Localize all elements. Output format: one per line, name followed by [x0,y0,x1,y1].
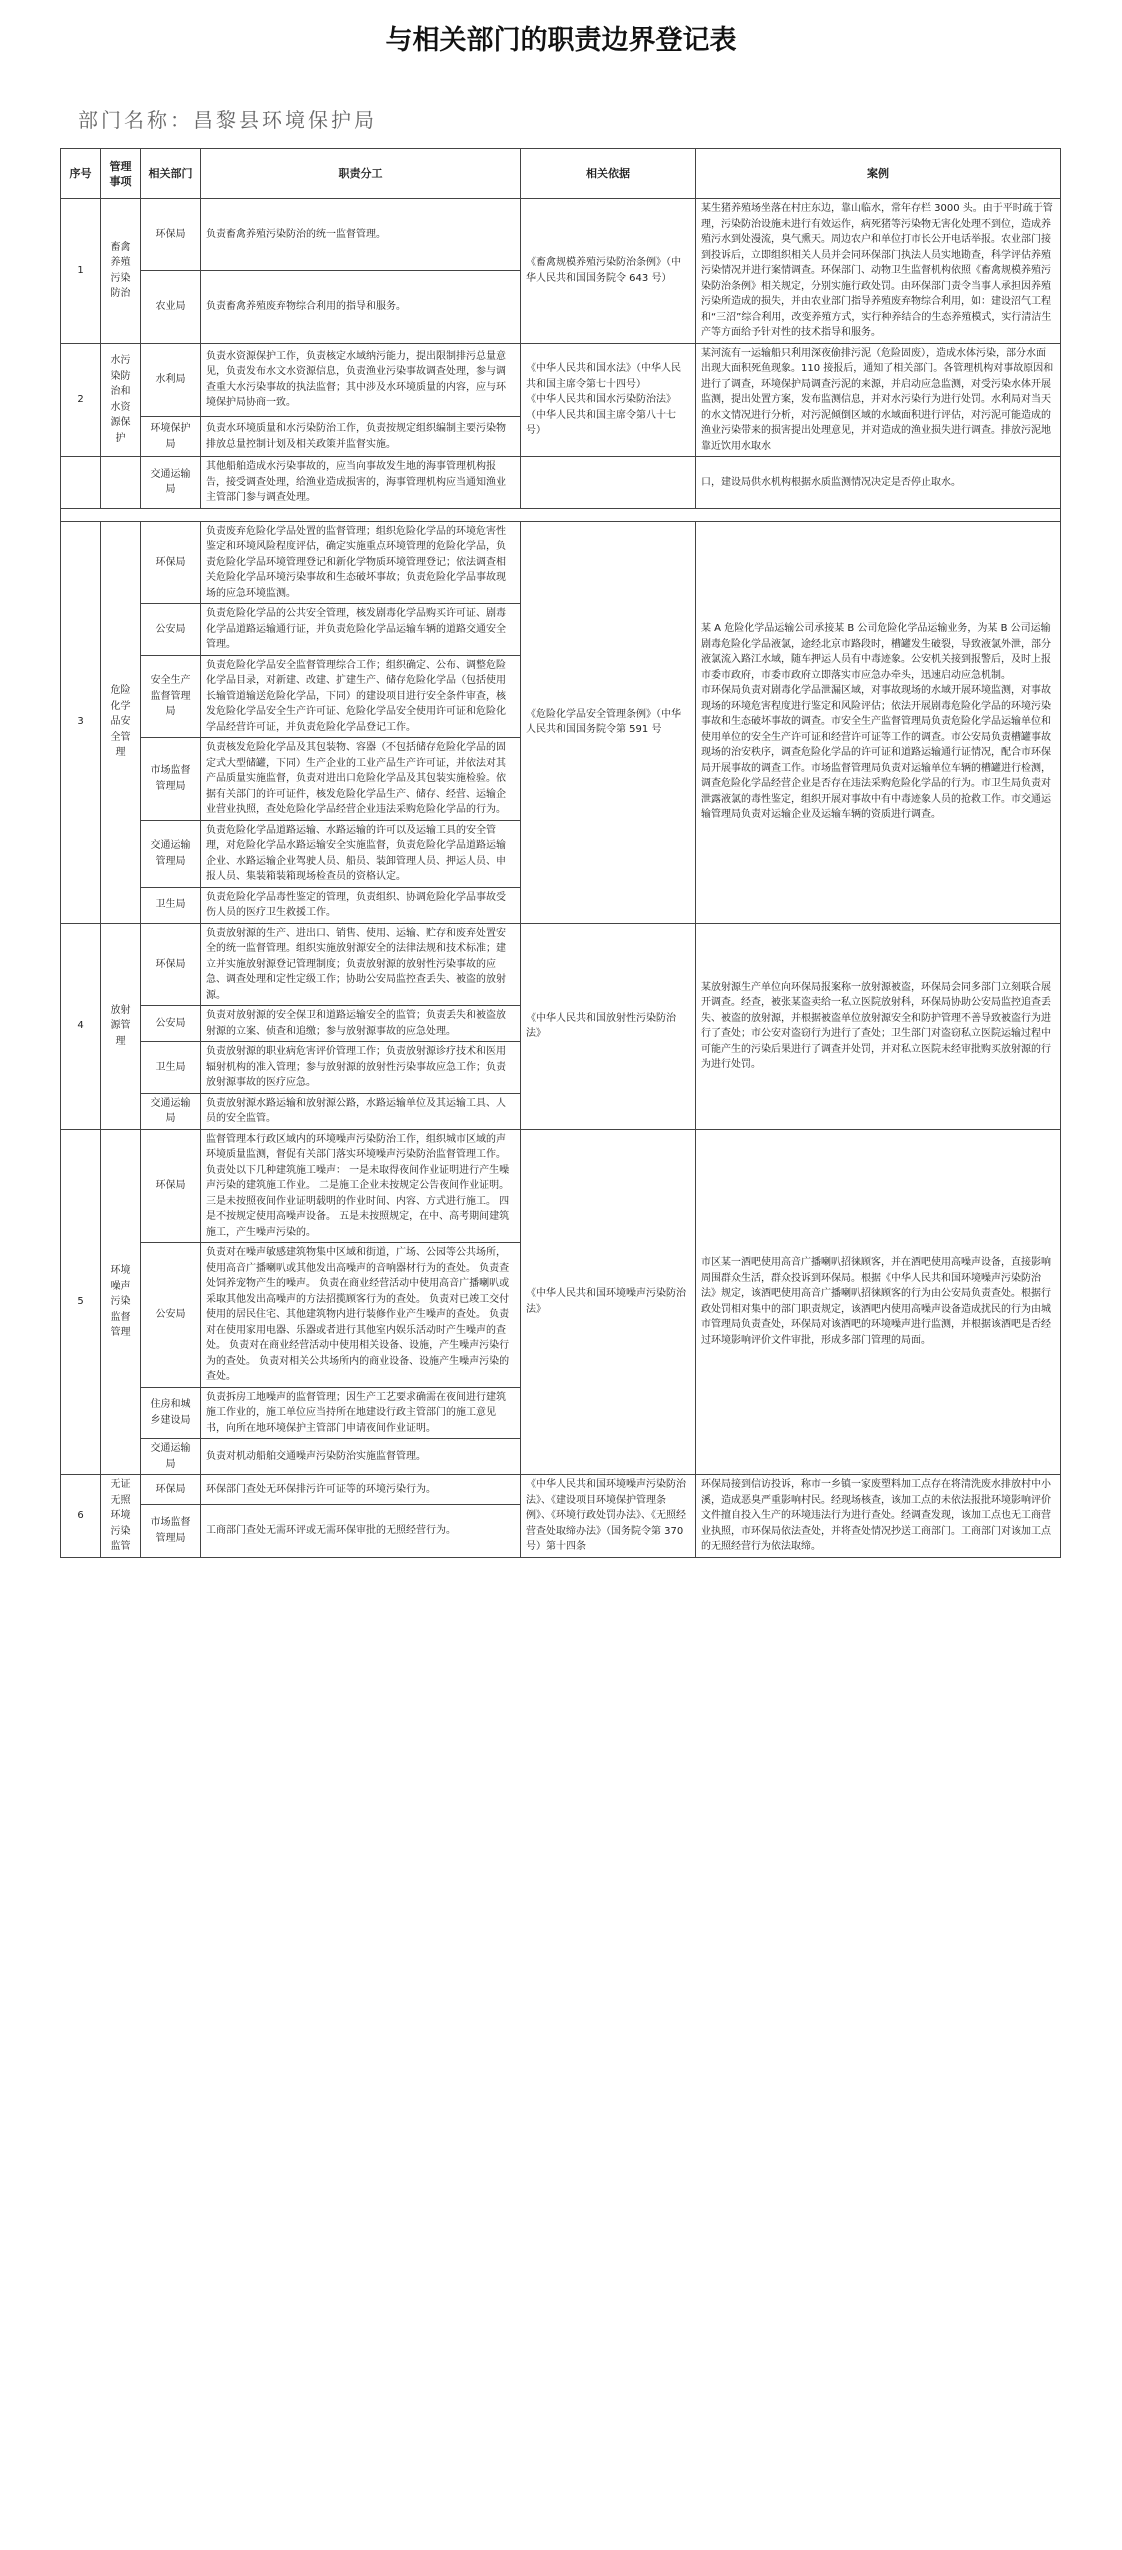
legal-basis: 《畜禽规模养殖污染防治条例》（中华人民共和国国务院令 643 号） [521,199,696,344]
row-number: 6 [61,1475,101,1558]
related-department: 市场监督管理局 [141,738,201,821]
duty-division: 负责畜禽养殖废弃物综合利用的指导和服务。 [201,271,521,343]
related-department: 公安局 [141,604,201,656]
legal-basis: 《中华人民共和国环境噪声污染防治法》 [521,1129,696,1475]
row-number [61,457,101,509]
table-row [61,1475,1061,1505]
related-department: 公安局 [141,1006,201,1042]
management-matter: 环境噪声污染监督管理 [101,1129,141,1475]
related-department: 市场监督管理局 [141,1504,201,1557]
management-matter: 危险化学品安全管理 [101,521,141,923]
duty-division: 负责放射源水路运输和放射源公路，水路运输单位及其运输工具、人员的安全监管。 [201,1093,521,1129]
header-basis: 相关依据 [521,149,696,199]
related-department: 安全生产监督管理局 [141,655,201,738]
case-example: 某生猪养殖场坐落在村庄东边，靠山临水，常年存栏 3000 头。由于平时疏于管理，污染防治设施未进行有效运作，病死猪等污染物无害化处理不到位，造成养殖污水到处漫流，臭气熏天。周边农户和单位打市长公开电话举报。农业部门接到投诉后，立即组织相关人员并会同环保部门执法人员实地勘查，科学评估养殖污染情况并进行案情调查。环保部门、动物卫生监督机构依照《畜禽规模养殖污染防治条例》相关规定，分别实施行政处罚。由环保部门责令当事人承担因养殖污染所造成的损失，并由农业部门指导养殖废弃物综合利用，如：建设沼气工程和“三沼”综合利用，改变养殖方式，实行种养结合的生态养殖模式，实行清洁生产等方面给予针对性的技术指导和服务。 [696,199,1061,344]
duty-division: 负责对在噪声敏感建筑物集中区域和街道，广场、公园等公共场所，使用高音广播喇叭或其他发出高噪声的音响器材行为的查处。 负责查处饲养宠物产生的噪声。 负责在商业经营活动中使用高音广播喇叭或采取其他发出高噪声的方法招揽顾客行为的查处。 负责对已竣工交付使用的居民住宅、其他建筑物内进行装修作业产生噪声的查处。 负责对在使用家用电器、乐器或者进行其他室内娱乐活动时产生噪声的查处。 负责对在商业经营活动中使用相关设备、设施，产生噪声污染行为的查处。 负责对相关公共场所内的商业设备、设施产生噪声污染的查处。 [201,1243,521,1388]
case-example: 市区某一酒吧使用高音广播喇叭招徕顾客，并在酒吧使用高噪声设备，直接影响周围群众生活，群众投诉到环保局。根据《中华人民共和国环境噪声污染防治法》规定，该酒吧使用高音广播喇叭招徕顾客的行为由公安局负责查处。根据行政处罚相对集中的部门职责规定，该酒吧内使用高噪声设备造成扰民的行为由城市管理局负责查处，环保局对该酒吧的环境噪声进行监测，并根据该酒吧是否经过环境影响评价文件审批，形成多部门管理的局面。 [696,1129,1061,1475]
duty-division: 负责对机动船舶交通噪声污染防治实施监督管理。 [201,1439,521,1475]
header-no: 序号 [61,149,101,199]
page-title: 与相关部门的职责边界登记表 [385,25,737,56]
duty-division: 环保部门查处无环保排污许可证等的环境污染行为。 [201,1475,521,1505]
related-department: 环保局 [141,1129,201,1243]
duty-division: 监督管理本行政区域内的环境噪声污染防治工作，组织城市区域的声环境质量监测，督促有关部门落实环境噪声污染防治监督管理工作。 负责处以下几种建筑施工噪声： 一是未取得夜间作业证明进行产生噪声污染的建筑施工作业。 二是施工企业未按规定公告夜间作业证明。 三是未按照夜间作业证明载明的作业时间、内容、方式进行施工。 四是不按规定使用高噪声设备。 五是未按照规定，在中、高考期间建筑施工，产生噪声污染的。 [201,1129,521,1243]
header-matter: 管理事项 [101,149,141,199]
case-example: 某放射源生产单位向环保局报案称一放射源被盗，环保局会同多部门立刻联合展开调查。经查，被张某盗卖给一私立医院放射科，环保局协助公安局监控追查丢失、被盗的放射源，并根据被盗单位放射源安全和防护管理不善导致被盗行为进行了查处；市公安对盗窃行为进行了查处；卫生部门对盗窃私立医院运输过程中可能产生的污染后果进行了调查并处罚，并对私立医院未经审批购买放射源的行为进行处罚。 [696,923,1061,1129]
table-row [61,199,1061,271]
management-matter: 无证无照环境污染监管 [101,1475,141,1558]
related-department: 卫生局 [141,1042,201,1094]
table-row [61,343,1061,417]
duty-division: 负责危险化学品道路运输、水路运输的许可以及运输工具的安全管理，对危险化学品水路运输安全实施监督，负责危险化学品道路运输企业、水路运输企业驾驶人员、船员、装卸管理人员、押运人员、申报人员、集装箱装箱现场检查员的资格认定。 [201,820,521,887]
related-department: 住房和城乡建设局 [141,1387,201,1439]
table-row [61,923,1061,1006]
related-department: 环保局 [141,1475,201,1505]
duty-division: 负责废弃危险化学品处置的监督管理；组织危险化学品的环境危害性鉴定和环境风险程度评估，确定实施重点环境管理的危险化学品，负责危险化学品环境管理登记和新化学物质环境管理登记；依法调查相关危险化学品环境污染事故和生态破坏事故；负责危险化学品事故现场的应急环境监测。 [201,521,521,604]
duty-division: 负责畜禽养殖污染防治的统一监督管理。 [201,199,521,271]
related-department: 交通运输局 [141,1439,201,1475]
related-department: 环保局 [141,521,201,604]
legal-basis: 《中华人民共和国放射性污染防治法》 [521,923,696,1129]
related-department: 交通运输管理局 [141,820,201,887]
case-example: 环保局接到信访投诉，称市一乡镇一家废塑料加工点存在将清洗废水排放村中小溪，造成恶臭严重影响村民。经现场核查，该加工点的未依法报批环境影响评价文件擅自投入生产的环境违法行为进行查处。经调查发现，该加工点也无工商营业执照，市环保局依法查处，并将查处情况抄送工商部门。工商部门对该加工点的无照经营行为依法取缔。 [696,1475,1061,1558]
table-row [61,457,1061,509]
related-department: 交通运输局 [141,457,201,509]
management-matter: 水污染防治和水资源保护 [101,343,141,457]
row-number: 2 [61,343,101,457]
page-break-gap [61,508,1061,521]
related-department: 环保局 [141,923,201,1006]
table-header-row [61,149,1061,199]
duty-division: 负责危险化学品安全监督管理综合工作；组织确定、公布、调整危险化学品目录，对新建、改建、扩建生产、储存危险化学品（包括使用长输管道输送危险化学品，下同）的建设项目进行安全条件审查，核发危险化学品安全生产许可证、危险化学品安全使用许可证和危险化学品经营许可证，并负责危险化学品登记工作。 [201,655,521,738]
legal-basis [521,457,696,509]
row-number: 5 [61,1129,101,1475]
duty-division: 负责放射源的生产、进出口、销售、使用、运输、贮存和废弃处置安全的统一监督管理。组织实施放射源安全的法律法规和技术标准；建立并实施放射源登记管理制度；负责放射源的放射性污染事故的应急、调查处理和定性定级工作；协助公安局监控查丢失、被盗的放射源。 [201,923,521,1006]
header-duty: 职责分工 [201,149,521,199]
related-department: 环保局 [141,199,201,271]
duty-division: 负责拆房工地噪声的监督管理；因生产工艺要求确需在夜间进行建筑施工作业的，施工单位应当持所在地建设行政主管部门的施工意见书，向所在地环境保护主管部门申请夜间作业证明。 [201,1387,521,1439]
legal-basis: 《中华人民共和国环境噪声污染防治法》、《建设项目环境保护管理条例》、《环境行政处罚办法》、《无照经营查处取缔办法》（国务院令第 370 号）第十四条 [521,1475,696,1558]
duty-division: 负责对放射源的安全保卫和道路运输安全的监管；负责丢失和被盗放射源的立案、侦查和追缴；参与放射源事故的应急处理。 [201,1006,521,1042]
row-number: 1 [61,199,101,344]
related-department: 交通运输局 [141,1093,201,1129]
row-number: 4 [61,923,101,1129]
duty-division: 工商部门查处无需环评或无需环保审批的无照经营行为。 [201,1504,521,1557]
duty-division: 负责水环境质量和水污染防治工作，负责按规定组织编制主要污染物排放总量控制计划及相关政策并监督实施。 [201,417,521,457]
duty-division: 负责核发危险化学品及其包装物、容器（不包括储存危险化学品的固定式大型储罐，下同）生产企业的工业产品生产许可证，并依法对其产品质量实施监督，负责对进出口危险化学品及其包装实施检验。依据有关部门的许可证件，核发危险化学品生产、储存、经营、运输企业营业执照，查处危险化学品经营企业违法采购危险化学品的行为。 [201,738,521,821]
header-case: 案例 [696,149,1061,199]
responsibility-table [60,148,1061,1558]
duty-division: 负责危险化学品的公共安全管理，核发剧毒化学品购买许可证、剧毒化学品道路运输通行证，并负责危险化学品运输车辆的道路交通安全管理。 [201,604,521,656]
case-example: 某 A 危险化学品运输公司承接某 B 公司危险化学品运输业务，为某 B 公司运输剧毒危险化学品液氯，途经北京市路段时，槽罐发生破裂，导致液氯外泄，部分液氯流入路江水域，随车押运人员有中毒迹象。公安机关接到报警后，及时上报市委市政府，市委市政府立即落实市应急办牵头，迅速启动应急机制。 市环保局负责对剧毒化学品泄漏区域，对事故现场的水域开展环境监测，对事故现场的环境危害程度进行鉴定和风险评估；依法开展剧毒危险化学品的环境污染事故和生态破坏事故的调查。市安全生产监督管理局负责危险化学品运输单位和使用单位的安全生产许可证和经营许可证等工作的调查。市公安局负责槽罐事故现场的治安秩序，调查危险化学品的许可证和道路运输通行证情况，配合市环保局开展事故的调查工作。市场监督管理局负责对运输单位车辆的槽罐进行检测，调查危险化学品经营企业是否存在违法采购危险化学品的行为。市卫生局负责对泄露液氯的毒性鉴定，组织开展对事故中有中毒迹象人员的抢救工作。市交通运输管理局负责对运输企业及运输车辆的资质进行调查。 [696,521,1061,923]
management-matter [101,457,141,509]
related-department: 环境保护局 [141,417,201,457]
duty-division: 负责水资源保护工作，负责核定水域纳污能力，提出限制排污总量意见，负责发布水文水资源信息，负责渔业污染事故调查处理，参与调查重大水污染事故的执法监督；其中涉及水环境质量的内容，应与环境保护局协商一致。 [201,343,521,417]
table-row [61,521,1061,604]
related-department: 公安局 [141,1243,201,1388]
row-number: 3 [61,521,101,923]
management-matter: 畜禽养殖污染防治 [101,199,141,344]
related-department: 水利局 [141,343,201,417]
case-example: 某河流有一运输船只利用深夜偷排污泥（危险固废），造成水体污染，部分水面出现大面积死鱼现象。110 接报后，通知了相关部门。各管理机构对事故原因和进行了调查，环境保护局调查污泥的来源，并启动应急监测，对受污染水体开展监测，提出处置方案，发布监测信息，并对水污染行为进行处罚。水利局对当天的水文情况进行分析，对污泥倾倒区域的水域面积进行评估，对污泥可能造成的渔业污染带来的损害提出处理意见，并对造成的渔业损失进行调查。排放污泥地靠近饮用水取水 [696,343,1061,457]
legal-basis: 《中华人民共和国水法》（中华人民共和国主席令第七十四号） 《中华人民共和国水污染防治法》（中华人民共和国主席令第八十七号） [521,343,696,457]
related-department: 农业局 [141,271,201,343]
table-row [61,1129,1061,1243]
department-name: 部门名称：昌黎县环境保护局 [78,108,377,132]
related-department: 卫生局 [141,887,201,923]
duty-division: 负责危险化学品毒性鉴定的管理，负责组织、协调危险化学品事故受伤人员的医疗卫生救援工作。 [201,887,521,923]
duty-division: 其他船舶造成水污染事故的，应当向事故发生地的海事管理机构报告，接受调查处理，给渔业造成损害的，海事管理机构应当通知渔业主管部门参与调查处理。 [201,457,521,509]
case-example: 口，建设局供水机构根据水质监测情况决定是否停止取水。 [696,457,1061,509]
legal-basis: 《危险化学品安全管理条例》（中华人民共和国国务院令第 591 号 [521,521,696,923]
management-matter: 放射源管理 [101,923,141,1129]
header-dept: 相关部门 [141,149,201,199]
duty-division: 负责放射源的职业病危害评价管理工作；负责放射源诊疗技术和医用辐射机构的准入管理；参与放射源的放射性污染事故应急工作；负责放射源事故的医疗应急。 [201,1042,521,1094]
